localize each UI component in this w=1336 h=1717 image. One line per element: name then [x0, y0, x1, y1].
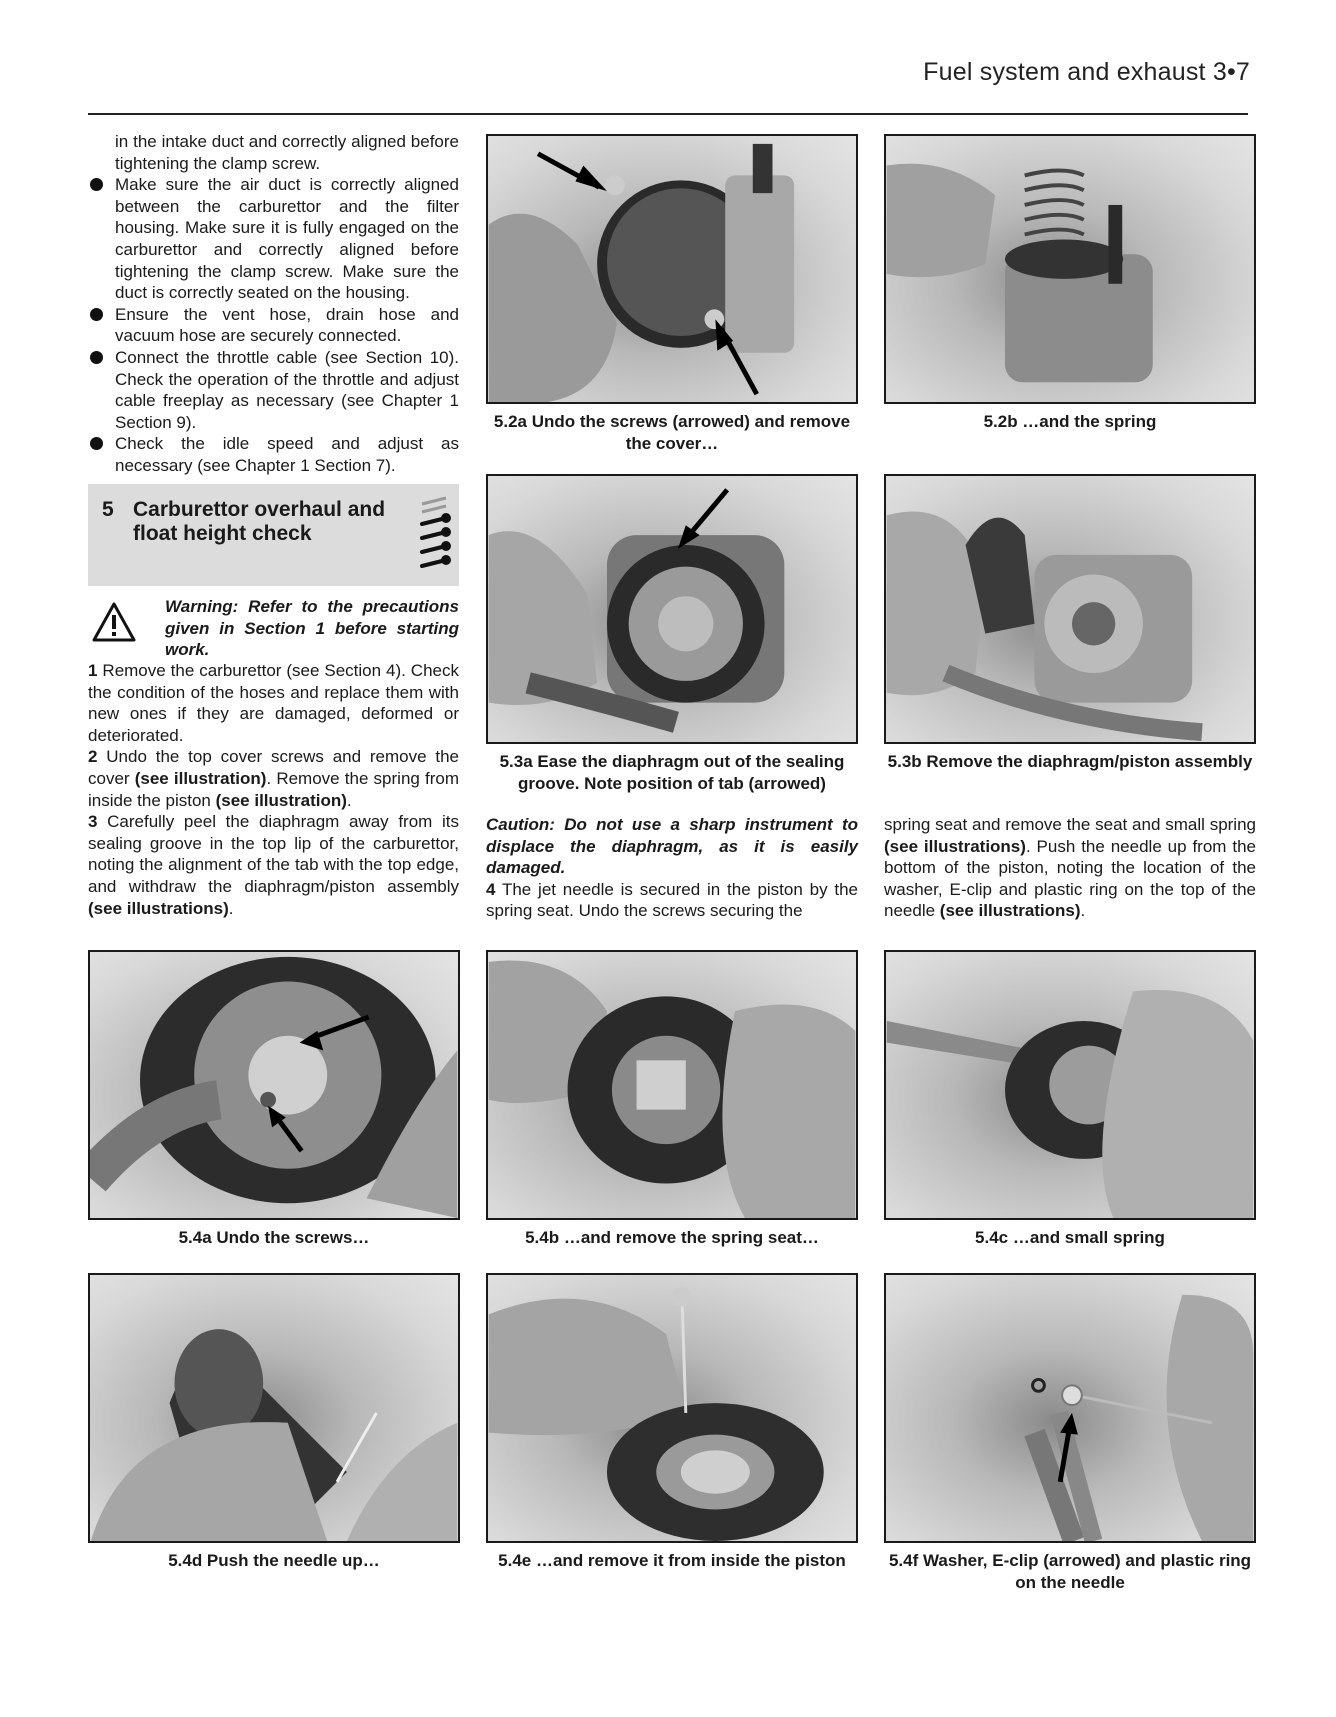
photo-5-4c — [884, 950, 1256, 1220]
photo-5-3b — [884, 474, 1256, 744]
bullet-item — [88, 304, 459, 347]
bullet-dot-icon — [90, 178, 103, 191]
step-number: 1 — [88, 661, 98, 680]
illustration-ref: (see illustration) — [215, 790, 347, 810]
steps-left — [88, 660, 459, 919]
bullet-item — [88, 174, 459, 304]
photo-5-4e — [486, 1273, 858, 1543]
bullet-dot-icon — [90, 351, 103, 364]
photo-5-3a — [486, 474, 858, 744]
difficulty-spanner-icon — [418, 494, 452, 578]
photo-5-4b — [486, 950, 858, 1220]
step-3 — [88, 811, 459, 919]
bullet-dot-icon — [90, 308, 103, 321]
step-text: . — [346, 790, 352, 810]
step-text: . — [228, 898, 234, 918]
step-text: Carefully peel the diaphragm away from its sealing groove in the top lip of the carburettor, noting the alignment of the tab with the top edge, and withdraw the diaphragm/piston assembly — [88, 812, 459, 896]
push-needle-photo — [90, 1275, 458, 1541]
step-2 — [88, 746, 459, 811]
caption-5-3b: 5.3b Remove the diaphragm/piston assembly — [887, 752, 1253, 771]
bullet-text: Check the idle speed and adjust as necessary (see Chapter 1 Section 7). — [115, 434, 459, 475]
carburettor-cover-photo — [488, 136, 856, 402]
step-text: Remove the carburettor (see Section 4). Check the condition of the hoses and replace them with new ones if they are damaged, deformed or deteriorated. — [88, 661, 459, 745]
warning-block — [88, 596, 459, 661]
warning-text: Warning: Refer to the precautions given in Section 1 before starting work. — [165, 597, 459, 660]
bullet-item — [88, 347, 459, 433]
illustration-ref: (see illustrations) — [88, 898, 229, 918]
step-number: 2 — [88, 747, 98, 767]
step-number: 3 — [88, 812, 98, 832]
bullet-text: Connect the throttle cable (see Section 10). Check the operation of the throttle and adjust cable freeplay as necessary (see Chapter 1 Section 9). — [115, 347, 459, 432]
spring-removal-photo — [886, 136, 1254, 402]
photo-5-4d — [88, 1273, 460, 1543]
section-number: 5 — [102, 498, 114, 521]
warning-triangle-icon — [92, 602, 136, 642]
intro-bullets — [88, 131, 459, 477]
intro-continuation: in the intake duct and correctly aligned before tightening the clamp screw. — [115, 132, 459, 173]
step-text: . Remove the spring from inside the piston — [88, 768, 459, 810]
spring-seat-photo — [488, 952, 856, 1218]
caption-5-4b: 5.4b …and remove the spring seat… — [525, 1228, 819, 1247]
illustration-ref: (see illustrations) — [939, 901, 1081, 921]
photo-5-4a — [88, 950, 460, 1220]
illustration-ref: (see illustrations) — [884, 836, 1026, 856]
diaphragm-piston-photo — [886, 476, 1254, 742]
step-4 — [486, 879, 858, 922]
step-text: . Push the needle up from the bottom of the piston, noting the location of the washer, E-clip and plastic ring on the top of the needle — [884, 836, 1256, 921]
bullet-list — [88, 174, 459, 476]
small-spring-photo — [886, 952, 1254, 1218]
caution-text: Caution: Do not use a sharp instrument to displace the diaphragm, as it is easily damaged. — [486, 815, 858, 878]
page-header-title: Fuel system and exhaust 3•7 — [923, 58, 1250, 86]
caption-5-4a: 5.4a Undo the screws… — [178, 1228, 370, 1247]
undo-screws-photo — [90, 952, 458, 1218]
remove-needle-photo — [488, 1275, 856, 1541]
middle-text — [486, 814, 858, 922]
caption-5-4c: 5.4c …and small spring — [975, 1228, 1165, 1247]
section-title: Carburettor overhaul and float height check — [133, 498, 386, 545]
bullet-text: Ensure the vent hose, drain hose and vacuum hose are securely connected. — [115, 304, 459, 346]
caption-5-4e: 5.4e …and remove it from inside the piston — [498, 1551, 846, 1570]
bullet-text: Make sure the air duct is correctly aligned between the carburettor and the filter housing. Make sure it is fully engaged on the carburettor and correctly aligned before tightening the clamp screw. Make sure the duct is correctly seated on the housing. — [115, 175, 459, 303]
washer-eclip-photo — [886, 1275, 1254, 1541]
caption-5-4d: 5.4d Push the needle up… — [168, 1551, 380, 1570]
illustration-ref: (see illustration) — [134, 768, 267, 788]
caption-5-4f: 5.4f Washer, E-clip (arrowed) and plastic ring on the needle — [888, 1551, 1252, 1592]
section-heading-box — [88, 484, 459, 586]
caption-5-2b: 5.2b …and the spring — [983, 412, 1157, 431]
right-text — [884, 814, 1256, 922]
step-text: spring seat and remove the seat and small spring — [884, 815, 1256, 834]
bullet-item — [88, 433, 459, 476]
step-text: . — [1080, 901, 1086, 921]
header-rule — [88, 113, 1248, 115]
photo-5-4f — [884, 1273, 1256, 1543]
bullet-dot-icon — [90, 437, 103, 450]
step-text: The jet needle is secured in the piston by the spring seat. Undo the screws securing the — [486, 879, 858, 921]
caption-5-3a: 5.3a Ease the diaphragm out of the sealing groove. Note position of tab (arrowed) — [499, 752, 845, 793]
diaphragm-seal-photo — [488, 476, 856, 742]
step-number: 4 — [486, 879, 496, 899]
photo-5-2a — [486, 134, 858, 404]
step-text: Undo the top cover screws and remove the cover — [88, 747, 459, 788]
step-4-continued — [884, 814, 1256, 922]
caption-5-2a: 5.2a Undo the screws (arrowed) and remove the cover… — [493, 412, 851, 453]
step-1 — [88, 660, 459, 746]
photo-5-2b — [884, 134, 1256, 404]
